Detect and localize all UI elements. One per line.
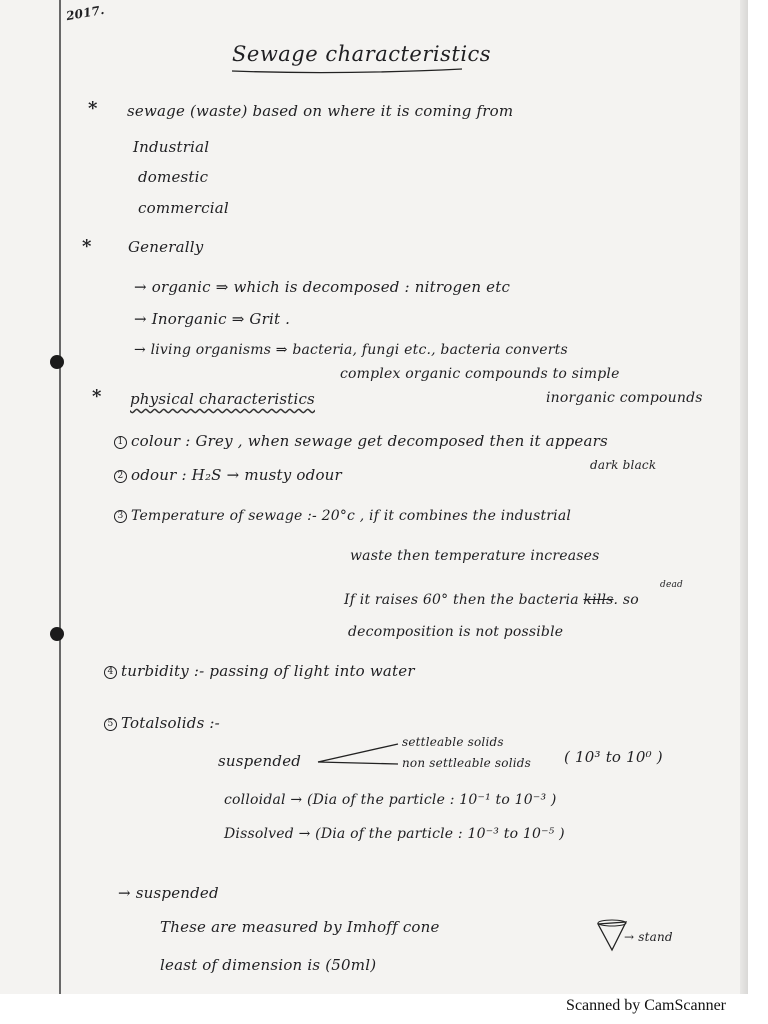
page-date: 2017. xyxy=(65,2,106,24)
suspended-heading: → suspended xyxy=(118,884,219,902)
item-number: 5 xyxy=(104,718,117,731)
colour-text: colour : Grey , when sewage get decomposed then it appears xyxy=(131,432,608,450)
colloidal-line: colloidal → (Dia of the particle : 10⁻¹ to 10⁻³ ) xyxy=(224,792,557,808)
inorganic-line: → Inorganic ⇒ Grit . xyxy=(134,310,291,328)
living-cont-line: complex organic compounds to simple xyxy=(340,366,620,382)
physical-heading: physical characteristics xyxy=(130,390,315,408)
suspended-label: suspended xyxy=(218,752,302,770)
turbidity-text: turbidity :- passing of light into water xyxy=(121,662,415,680)
source-item: commercial xyxy=(138,199,229,217)
odour-text: odour : H₂S → musty odour xyxy=(131,466,342,484)
cone-label: → stand xyxy=(624,930,673,944)
item-number: 4 xyxy=(104,666,117,679)
source-item: domestic xyxy=(138,168,209,186)
temperature-text: Temperature of sewage :- 20°c , if it combines the industrial xyxy=(131,508,572,524)
suspended-line: These are measured by Imhoff cone xyxy=(160,918,440,936)
temperature-cont: waste then temperature increases xyxy=(350,548,600,564)
temperature-cont: decomposition is not possible xyxy=(348,624,564,640)
living-organisms-line: → living organisms ⇒ bacteria, fungi etc., bacteria converts xyxy=(134,342,568,358)
temperature-so: . so xyxy=(613,592,639,608)
colour-cont: dark black xyxy=(590,458,657,472)
organic-line: → organic ⇒ which is decomposed : nitrogen etc xyxy=(134,278,511,296)
item-number: 2 xyxy=(114,470,127,483)
suspended-line: least of dimension is (50ml) xyxy=(160,956,377,974)
living-cont-line: inorganic compounds xyxy=(546,390,703,406)
scanner-watermark: Scanned by CamScanner xyxy=(566,997,726,1014)
dissolved-line: Dissolved → (Dia of the particle : 10⁻³ to 10⁻⁵ ) xyxy=(224,826,565,842)
bullet-star: * xyxy=(92,386,102,407)
settleable-label: settleable solids xyxy=(402,735,504,749)
temperature-cont-text: If it raises 60° then the bacteria xyxy=(344,592,579,608)
temperature-killed: kills xyxy=(583,592,614,608)
total-solids-text: Totalsolids :- xyxy=(121,714,220,732)
page-title: Sewage characteristics xyxy=(232,42,492,66)
suspended-range: ( 10³ to 10⁰ ) xyxy=(564,748,663,766)
source-item: Industrial xyxy=(133,138,210,156)
item-number: 3 xyxy=(114,510,127,523)
bullet-star: * xyxy=(88,98,98,119)
item-number: 1 xyxy=(114,436,127,449)
temperature-correction: dead xyxy=(660,580,684,590)
bullet-star: * xyxy=(82,236,92,257)
intro-line: sewage (waste) based on where it is coming from xyxy=(127,102,514,120)
generally-heading: Generally xyxy=(128,238,204,256)
non-settleable-label: non settleable solids xyxy=(402,756,532,770)
